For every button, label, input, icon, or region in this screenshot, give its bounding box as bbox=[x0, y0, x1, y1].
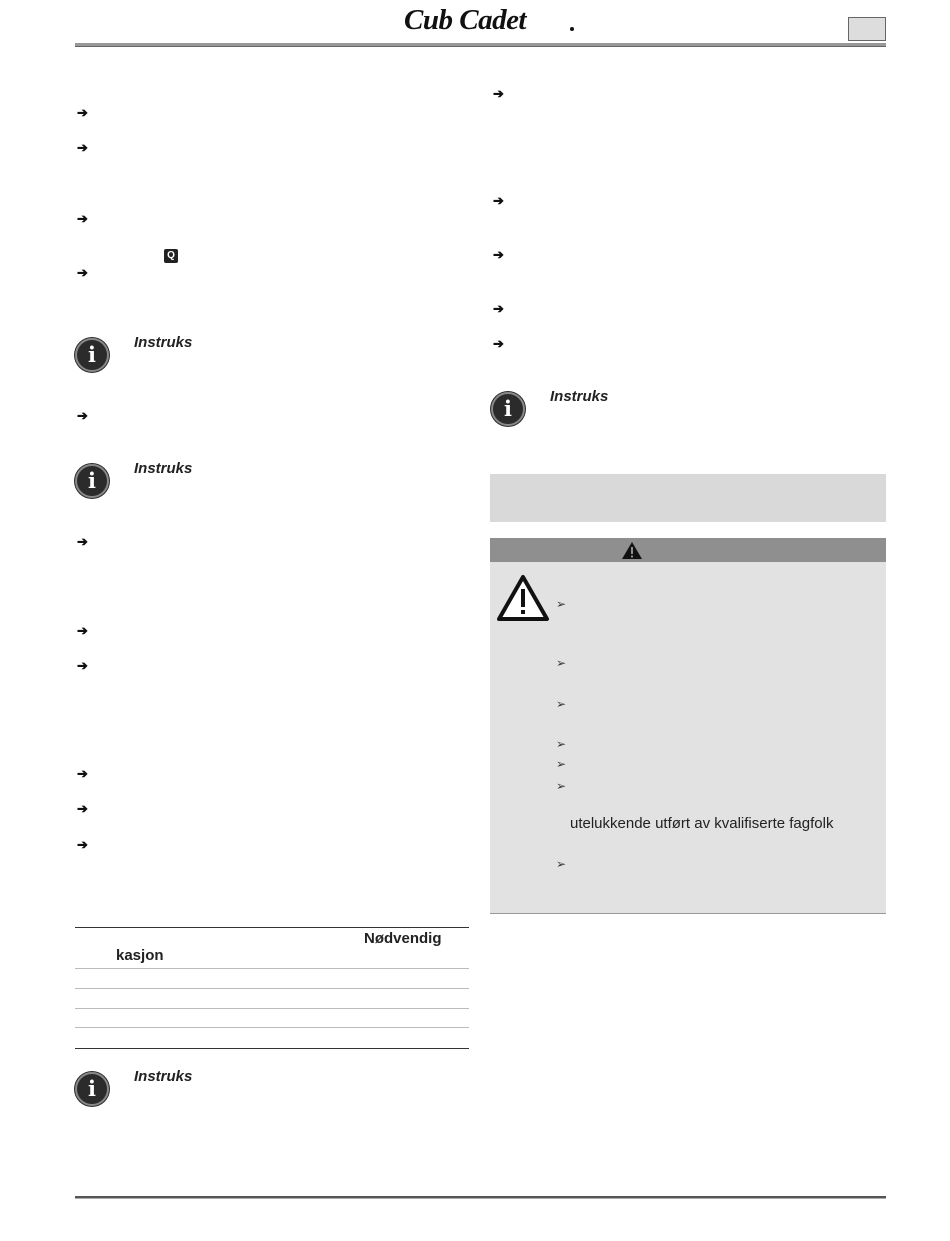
brand-logo: Cub Cadet bbox=[404, 4, 526, 36]
table-row-divider bbox=[75, 988, 469, 989]
table-row-divider bbox=[75, 1008, 469, 1009]
q-key-icon: Q bbox=[164, 249, 178, 263]
arrow-right-icon: ➔ bbox=[77, 623, 88, 638]
arrow-right-icon: ➔ bbox=[77, 801, 88, 816]
table-row-divider bbox=[75, 1027, 469, 1028]
table-bottom-rule bbox=[75, 1048, 469, 1049]
arrow-right-icon: ➔ bbox=[77, 105, 88, 120]
chevron-bullet-icon: ➢ bbox=[556, 697, 567, 711]
arrow-right-icon: ➔ bbox=[493, 336, 504, 351]
table-top-rule bbox=[75, 927, 469, 928]
arrow-right-icon: ➔ bbox=[493, 247, 504, 262]
warning-triangle-icon bbox=[621, 541, 643, 560]
arrow-right-icon: ➔ bbox=[493, 86, 504, 101]
arrow-right-icon: ➔ bbox=[77, 658, 88, 673]
warning-text: utelukkende utført av kvalifiserte fagfolk bbox=[570, 815, 834, 832]
note-label: Instruks bbox=[550, 388, 609, 405]
brand-logo-mark bbox=[570, 27, 574, 31]
footer-rule bbox=[75, 1196, 886, 1199]
table-header-left: kasjon bbox=[116, 947, 164, 964]
arrow-right-icon: ➔ bbox=[77, 211, 88, 226]
note-label: Instruks bbox=[134, 334, 193, 351]
table-header-right: Nødvendig bbox=[364, 930, 442, 947]
arrow-right-icon: ➔ bbox=[77, 265, 88, 280]
info-icon: i bbox=[75, 464, 109, 498]
chevron-bullet-icon: ➢ bbox=[556, 597, 567, 611]
note-label: Instruks bbox=[134, 1068, 193, 1085]
chevron-bullet-icon: ➢ bbox=[556, 737, 567, 751]
chevron-bullet-icon: ➢ bbox=[556, 779, 567, 793]
info-icon: i bbox=[75, 338, 109, 372]
chevron-bullet-icon: ➢ bbox=[556, 656, 567, 670]
arrow-right-icon: ➔ bbox=[493, 301, 504, 316]
warning-header-bar bbox=[490, 538, 886, 562]
language-code-box bbox=[848, 17, 886, 41]
header-rule bbox=[75, 43, 886, 47]
info-icon: i bbox=[75, 1072, 109, 1106]
note-box bbox=[490, 474, 886, 522]
warning-triangle-icon bbox=[496, 574, 550, 622]
note-label: Instruks bbox=[134, 460, 193, 477]
arrow-right-icon: ➔ bbox=[77, 534, 88, 549]
chevron-bullet-icon: ➢ bbox=[556, 857, 567, 871]
arrow-right-icon: ➔ bbox=[77, 408, 88, 423]
info-icon: i bbox=[491, 392, 525, 426]
arrow-right-icon: ➔ bbox=[493, 193, 504, 208]
table-row-divider bbox=[75, 968, 469, 969]
arrow-right-icon: ➔ bbox=[77, 766, 88, 781]
chevron-bullet-icon: ➢ bbox=[556, 757, 567, 771]
arrow-right-icon: ➔ bbox=[77, 837, 88, 852]
arrow-right-icon: ➔ bbox=[77, 140, 88, 155]
